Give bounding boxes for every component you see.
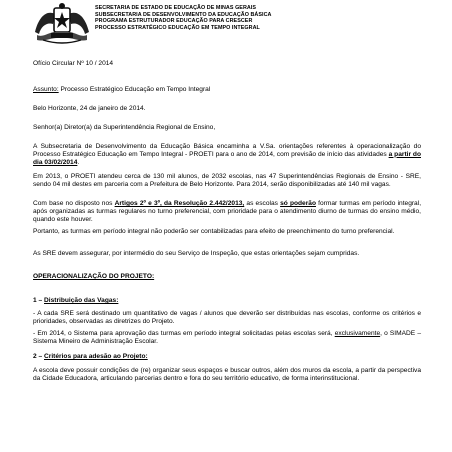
letterhead	[33, 2, 433, 46]
subject-line	[33, 86, 421, 94]
paragraph-therefore: Portanto, as turmas em período integral não poderão ser contabilizadas para efeito de preenchimento do turno preferencial.	[33, 228, 395, 235]
section-1-paragraph-1: - A cada SRE será destinado um quantitativo de vagas / alunos que deverão ser distribuídas nas escolas, conforme os critérios e prioridades, observadas as diretrizes do Projeto.	[33, 310, 421, 325]
header-line-2: SUBSECRETARIA DE DESENVOLVIMENTO DA EDUCAÇÃO BÁSICA	[95, 11, 272, 18]
subject-text: Processo Estratégico Educação em Tempo Integral	[58, 86, 211, 93]
section-1-title: Distribuição das Vagas:	[44, 297, 119, 304]
date-line: Belo Horizonte, 24 de janeiro de 2014.	[33, 105, 146, 112]
section-2-title: Critérios para adesão ao Projeto:	[44, 353, 148, 360]
resolution-reference: Artigos 2º e 3º, da Resolução 2.442/2013,	[114, 200, 245, 207]
oficio-number: Ofício Circular Nº 10 / 2014	[33, 60, 114, 67]
section-2-paragraph-1: A escola deve possuir condições de (re) organizar seus espaços e buscar outros, além dos muros da escola, a partir da perspectiva da Cidade Educadora, articulando parcerias dentro e fora do seu território educativo, de forma interinstitucional.	[33, 367, 421, 382]
section-title-operationalization: OPERACIONALIZAÇÃO DO PROJETO:	[33, 273, 155, 280]
header-line-3: PROGRAMA ESTRUTURADOR EDUCAÇÃO PARA CRESCER	[95, 18, 253, 25]
paragraph-intro: A Subsecretaria de Desenvolvimento da Educação Básica encaminha a V.Sa. orientações referentes à operacionalização do Processo Estratégico Educação em Tempo Integral - PROETI para o ano de 2014, com previsão de início das atividades a partir do dia 03/02/2014.	[33, 143, 421, 166]
header-line-1: SECRETARIA DE ESTADO DE EDUCAÇÃO DE MINAS GERAIS	[95, 5, 257, 11]
letterhead-text	[95, 5, 271, 31]
only-can-highlight: só poderão	[280, 200, 316, 207]
section-2-heading: 2 – Critérios para adesão ao Projeto:	[33, 353, 148, 360]
section-1-paragraph-2: - Em 2014, o Sistema para aprovação das turmas em período integral solicitadas pelas escolas será, exclusivamente, o SIMADE – Sistema Mineiro de Administração Escolar.	[33, 330, 421, 345]
state-coat-of-arms-icon	[33, 2, 91, 44]
paragraph-2013-stats: Em 2013, o PROETI atendeu cerca de 130 mil alunos, de 2032 escolas, nas 47 Superintendências Regionais de Ensino - SRE, sendo 04 mil destes em parceria com a Prefeitura de Belo Horizonte. Para 2014, serão disponibilizadas até 140 mil vagas.	[33, 173, 421, 188]
header-line-4: PROCESSO ESTRATÉGICO EDUCAÇÃO EM TEMPO INTEGRAL	[95, 24, 260, 31]
start-date-highlight: a partir do dia 03/02/2014	[33, 150, 421, 166]
paragraph-resolution: Com base no disposto nos Artigos 2º e 3º, da Resolução 2.442/2013, as escolas só poderão formar turmas em período integral, após organizadas as turmas regulares no turno preferencial, com prioridade para o atendimento diurno de turmas do ensino médio, quando este houver.	[33, 200, 422, 223]
exclusively-highlight: exclusivamente	[334, 330, 381, 337]
subject-label: Assunto:	[33, 86, 59, 93]
section-1-heading: 1 – Distribuição das Vagas:	[33, 297, 119, 304]
salutation: Senhor(a) Diretor(a) da Superintendência Regional de Ensino,	[33, 124, 216, 131]
paragraph-sre-inspection: As SRE devem assegurar, por intermédio do seu Serviço de Inspeção, que estas orientações sejam cumpridas.	[33, 250, 360, 257]
